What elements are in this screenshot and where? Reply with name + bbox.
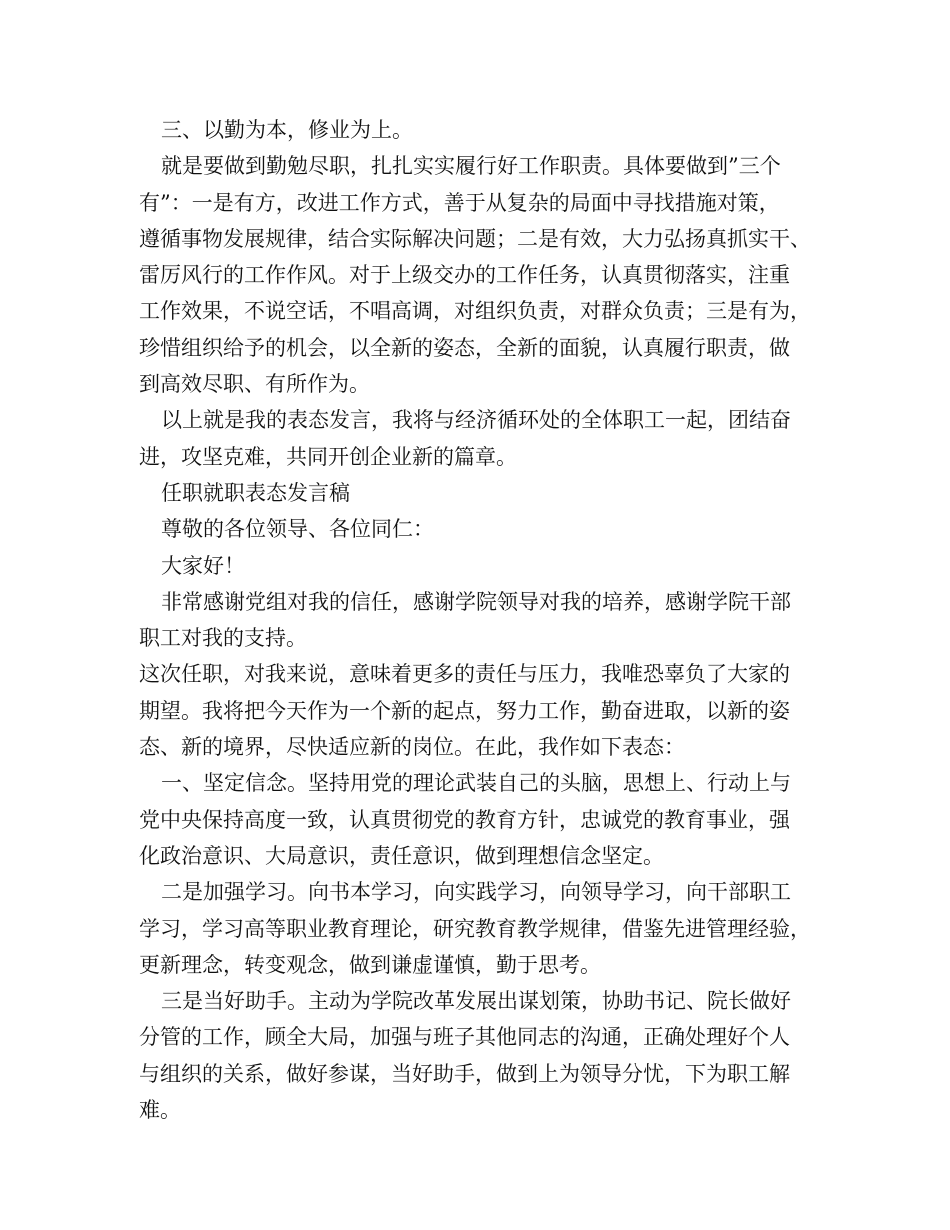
text-line: 大家好！ [161, 553, 245, 578]
text-line: 二是加强学习。向书本学习，向实践学习，向领导学习，向干部职工 [161, 880, 791, 905]
text-line: 到高效尽职、有所作为。 [139, 372, 370, 397]
text-line: 就是要做到勤勉尽职，扎扎实实履行好工作职责。具体要做到”三个 [161, 154, 781, 179]
text-line: 有”：一是有方，改进工作方式，善于从复杂的局面中寻找措施对策， [139, 190, 780, 215]
text-line: 任职就职表态发言稿 [161, 480, 350, 505]
text-line: 三是当好助手。主动为学院改革发展出谋划策，协助书记、院长做好 [161, 989, 791, 1014]
text-line: 珍惜组织给予的机会，以全新的姿态，全新的面貌，认真履行职责，做 [139, 335, 790, 360]
text-line: 难。 [139, 1098, 181, 1123]
text-line: 更新理念，转变观念，做到谦虚谨慎，勤于思考。 [139, 952, 601, 977]
text-line: 遵循事物发展规律，结合实际解决问题；二是有效，大力弘扬真抓实干、 [139, 226, 811, 251]
text-line: 工作效果，不说空话，不唱高调，对组织负责，对群众负责；三是有为， [139, 299, 811, 324]
text-line: 与组织的关系，做好参谋，当好助手，做到上为领导分忧，下为职工解 [139, 1061, 790, 1086]
text-line: 一、坚定信念。坚持用党的理论武装自己的头脑，思想上、行动上与 [161, 771, 791, 796]
text-line: 以上就是我的表态发言，我将与经济循环处的全体职工一起，团结奋 [161, 408, 791, 433]
text-line: 态、新的境界，尽快适应新的岗位。在此，我作如下表态： [139, 735, 685, 760]
text-line: 尊敬的各位领导、各位同仁： [161, 517, 434, 542]
text-line: 雷厉风行的工作作风。对于上级交办的工作任务，认真贯彻落实，注重 [139, 263, 790, 288]
text-line: 非常感谢党组对我的信任，感谢学院领导对我的培养，感谢学院干部 [161, 589, 791, 614]
text-line: 进，攻坚克难，共同开创企业新的篇章。 [139, 444, 517, 469]
text-line: 学习，学习高等职业教育理论，研究教育教学规律，借鉴先进管理经验， [139, 916, 811, 941]
text-line: 三、以勤为本，修业为上。 [161, 118, 413, 142]
text-line: 党中央保持高度一致，认真贯彻党的教育方针，忠诚党的教育事业，强 [139, 807, 790, 832]
text-line: 化政治意识、大局意识，责任意识，做到理想信念坚定。 [139, 843, 664, 868]
document-body [139, 112, 829, 1128]
text-line: 这次任职，对我来说，意味着更多的责任与压力，我唯恐辜负了大家的 [139, 662, 790, 687]
text-line: 分管的工作，顾全大局，加强与班子其他同志的沟通，正确处理好个人 [139, 1025, 790, 1050]
text-line: 职工对我的支持。 [139, 626, 307, 651]
text-line: 期望。我将把今天作为一个新的起点，努力工作，勤奋进取，以新的姿 [139, 698, 790, 723]
